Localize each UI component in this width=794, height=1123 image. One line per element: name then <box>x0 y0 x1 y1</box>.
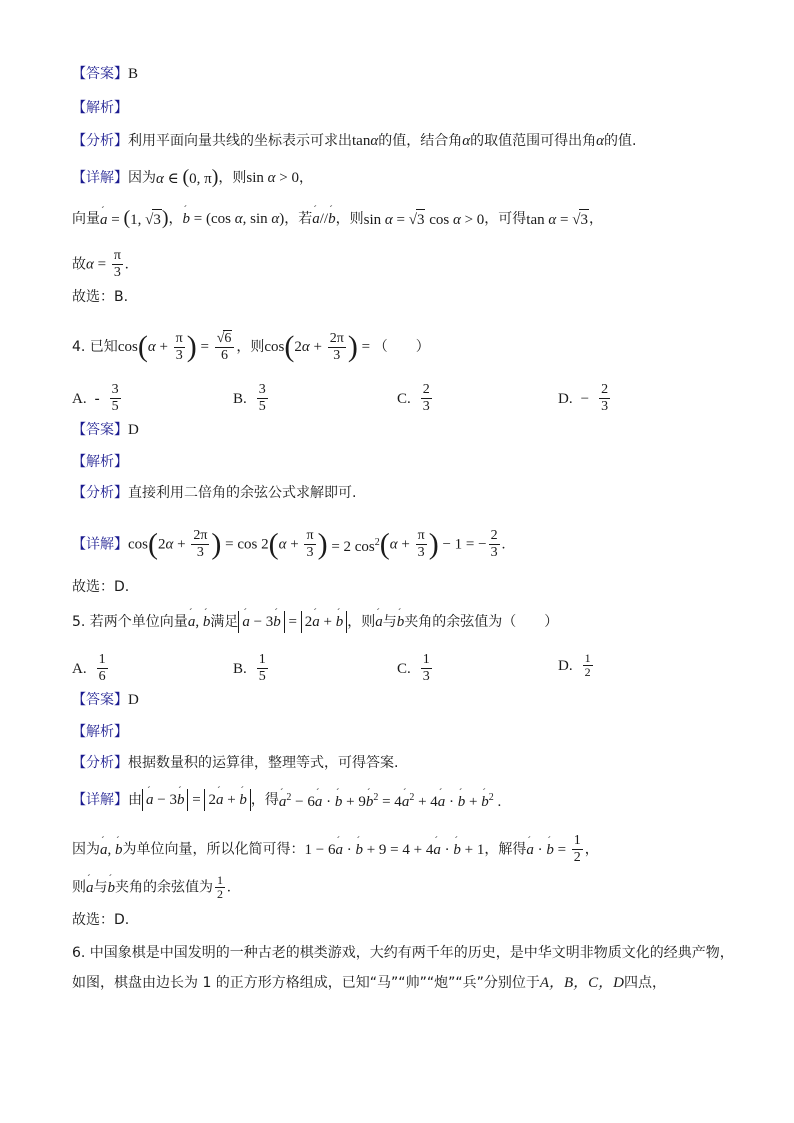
fenxi-tag: 【分析】 <box>72 133 128 149</box>
answer-tag: 【答案】 <box>72 66 128 82</box>
detail-text: 夹角的余弦值为 <box>115 879 213 896</box>
punct: . <box>124 256 129 273</box>
option-letter: A. <box>72 660 87 677</box>
option-letter: D. <box>558 657 573 674</box>
math: α <box>596 133 604 149</box>
fenxi-tag: 【分析】 <box>72 755 128 771</box>
q5-option-a[interactable] <box>72 652 110 685</box>
q3-fenxi <box>72 131 636 151</box>
stem-text: ，则 <box>347 614 376 630</box>
q4-analysis-heading <box>72 452 128 472</box>
q5-analysis-heading <box>72 722 128 742</box>
q5-option-c[interactable] <box>397 652 434 685</box>
detail-text: 为单位向量，所以化简可得： <box>122 841 305 858</box>
fenxi-text: 根据数量积的运算律，整理等式，可得答案. <box>128 755 399 771</box>
fraction: $\frac{\pi}{3}$ <box>113 248 121 280</box>
q5-stem: 5. 若两个单位向量ˊ a, ˊ b满足ˊ a − 3ˊ b = 2ˊ a + ˊ b ，则ˊ a与ˊ b夹角的余弦值为（ ） <box>72 611 558 633</box>
detail-text: ，则 <box>218 170 247 186</box>
fraction: $\frac{\pi}{3}$ <box>175 330 183 363</box>
q3-detail-line2 <box>72 208 603 230</box>
option-letter: D. <box>558 390 573 407</box>
analysis-tag: 【解析】 <box>72 454 128 470</box>
detail-tag: 【详解】 <box>72 792 128 808</box>
math: ˊ a = (1, √3) <box>100 212 169 228</box>
math: cos <box>117 339 138 355</box>
option-letter: B. <box>233 660 247 677</box>
detail-text: 则 <box>72 879 86 896</box>
option-fraction: $\frac{1}{5}$ <box>258 652 266 684</box>
math: ˊ b = (cos α, sin α) <box>183 211 285 227</box>
q4-answer <box>72 420 139 440</box>
q3-analysis-heading <box>72 98 128 118</box>
q5-answer <box>72 690 139 710</box>
answer-tag: 【答案】 <box>72 422 128 438</box>
option-sign: − <box>580 390 590 407</box>
choose-text: 故选：D. <box>72 912 130 928</box>
option-letter: C. <box>397 660 411 677</box>
math: sin α = √3 cos α > 0 <box>364 212 485 228</box>
option-fraction: $\frac{1}{2}$ <box>584 651 591 679</box>
stem-text: 5. 若两个单位向量 <box>72 614 188 630</box>
detail-text: 因为 <box>128 170 156 186</box>
detail-tag: 【详解】 <box>72 170 128 186</box>
stem-text: （ ） <box>373 339 430 355</box>
detail-text: 与 <box>93 879 108 896</box>
option-fraction: $\frac{3}{5}$ <box>111 382 119 414</box>
detail-text: 向量 <box>72 211 100 227</box>
answer-tag: 【答案】 <box>72 692 128 708</box>
q5-fenxi <box>72 753 398 773</box>
answer-value: B <box>128 66 139 82</box>
math: α <box>462 133 471 149</box>
q5-detail-line3: 则ˊ a与ˊ b夹角的余弦值为 $\frac{1}{2}$ . <box>72 874 231 901</box>
option-fraction: $\frac{1}{6}$ <box>98 652 106 684</box>
option-letter: A. <box>72 390 87 407</box>
q4-detail: 【详解】cos(2α + $\frac{2\pi}{3}$ ) = cos 2(α + $\frac{\pi}{3}$ ) = 2 $\cos^2(\alpha$ + $\frac{\pi}{3}$ ) − 1 = − $\frac{2}{3}$ . <box>72 527 506 561</box>
punct: ， <box>299 170 314 186</box>
q3-answer <box>72 64 138 84</box>
fenxi-text: 的值，结合角 <box>378 133 463 149</box>
detail-text: 因为 <box>72 841 100 858</box>
q3-detail-line3 <box>72 248 129 281</box>
q3-choose <box>72 287 128 307</box>
option-letter: B. <box>233 390 247 407</box>
fenxi-text: 的值. <box>603 133 637 149</box>
q5-choose <box>72 910 129 930</box>
math: ˊ a//ˊ b <box>312 211 335 227</box>
q4-stem: 4. 已知cos(α + $\frac{\pi}{3}$ ) = $\frac{√6}{6}$ ，则cos(2α + $\frac{2\pi}{3}$ ) = （ ） <box>72 330 430 363</box>
q5-detail-line2: 因为ˊ a, ˊ b为单位向量，所以化简可得：1 − 6ˊ a · ˊ b + 9 = 4 + 4ˊ a · ˊ b + 1，解得ˊ a · ˊ b = $\frac{1}{2}$ ， <box>72 833 599 866</box>
q5-option-b[interactable] <box>233 652 270 685</box>
fenxi-text: 利用平面向量共线的坐标表示可求出 <box>128 133 352 149</box>
q4-option-a[interactable] <box>72 382 123 415</box>
q4-choose <box>72 577 129 597</box>
choose-text: 故选：D. <box>72 579 130 595</box>
option-fraction: $\frac{3}{5}$ <box>258 382 266 414</box>
choose-text: 故选：B. <box>72 289 129 305</box>
detail-text: ， <box>588 211 603 227</box>
fraction: $\frac{2\pi}{3}$ <box>329 330 344 363</box>
q4-option-d[interactable] <box>558 382 612 415</box>
detail-text: 故 <box>72 256 86 273</box>
math: α ∈ (0, π) <box>156 166 219 188</box>
point-labels: A，B，C，D <box>539 975 625 991</box>
stem-text: 6. 中国象棋是中国发明的一种古老的棋类游戏，大约有两千年的历史，是中华文明非物质文化的经典产物， <box>72 945 734 961</box>
q3-detail <box>72 167 313 189</box>
detail-text: ， <box>584 841 599 858</box>
fraction: $\frac{√6}{6}$ <box>215 330 235 364</box>
stem-text: 如图，棋盘由边长为 1 的正方形方格组成，已知“马”“帅”“炮”“兵”分别位于 <box>72 975 540 991</box>
detail-text: ，得 <box>250 792 279 808</box>
stem-text: 四点， <box>624 975 667 991</box>
stem-text: 4. 已知 <box>72 339 118 355</box>
analysis-tag: 【解析】 <box>72 100 128 116</box>
detail-text: ， <box>168 211 183 227</box>
option-fraction: $\frac{2}{3}$ <box>422 382 430 414</box>
fenxi-text: 直接利用二倍角的余弦公式求解即可. <box>128 485 357 501</box>
detail-tag: 【详解】 <box>72 536 128 553</box>
analysis-tag: 【解析】 <box>72 724 128 740</box>
q6-stem-line1 <box>72 943 734 963</box>
q5-option-d[interactable] <box>558 652 595 679</box>
math: tan α = √3 <box>526 212 589 228</box>
detail-text: ，解得 <box>484 841 527 858</box>
fenxi-tag: 【分析】 <box>72 485 128 501</box>
detail-text: ，则 <box>335 211 364 227</box>
math: α <box>86 256 94 273</box>
math: α <box>370 133 379 149</box>
option-fraction: $\frac{2}{3}$ <box>601 382 609 414</box>
math: tan <box>352 133 371 149</box>
detail-text: 由 <box>128 792 142 808</box>
q5-detail: 【详解】由ˊ a − 3ˊ b = 2ˊ a + ˊ b ，得ˊ $a^2$ − 6ˊ a · ˊ b + 9ˊ $b^2$ = 4ˊ $a^2$ + 4ˊ a · ˊ b + ˊ $b^2$ . <box>72 788 501 812</box>
answer-value: D <box>128 692 139 708</box>
option-letter: C. <box>397 390 411 407</box>
q6-stem-line2 <box>72 973 666 993</box>
math: sin α > 0 <box>246 170 300 186</box>
fenxi-text: 的取值范围可得出角 <box>470 133 597 149</box>
stem-text: 满足 <box>210 614 239 630</box>
q4-option-b[interactable] <box>233 382 270 415</box>
answer-value: D <box>128 422 139 438</box>
option-fraction: $\frac{1}{3}$ <box>422 652 430 684</box>
stem-text: ，则 <box>236 339 265 355</box>
stem-text: 与 <box>382 614 397 630</box>
detail-text: ，可得 <box>484 211 527 227</box>
detail-text: ，若 <box>284 211 313 227</box>
math: = <box>93 256 110 273</box>
option-sign: - <box>94 390 100 407</box>
stem-text: 夹角的余弦值为（ ） <box>404 614 559 630</box>
q4-option-c[interactable] <box>397 382 434 415</box>
q4-fenxi <box>72 483 356 503</box>
